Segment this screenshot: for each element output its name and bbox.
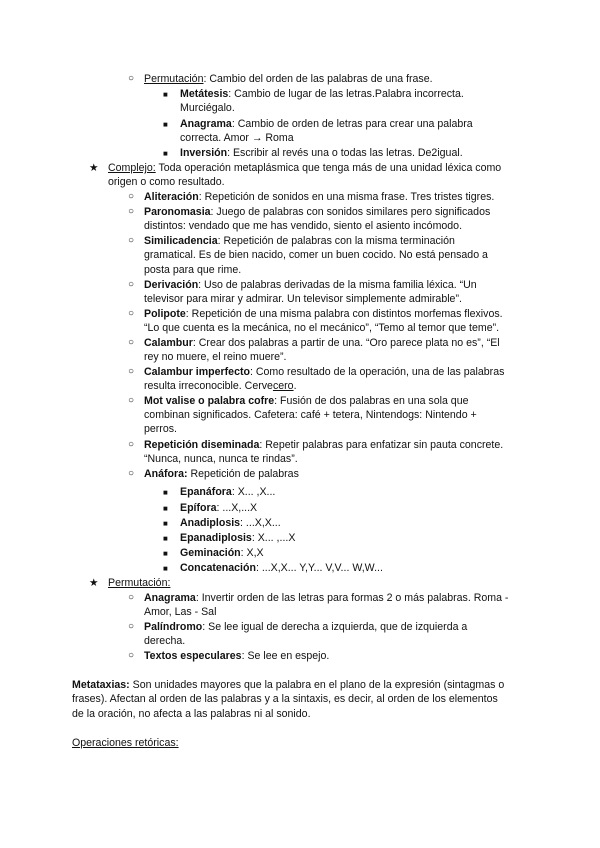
inversion-line xyxy=(180,146,463,161)
palindromo-term: Palíndromo xyxy=(144,621,203,633)
epanadiplosis-text: : X... ,...X xyxy=(251,532,296,544)
square-bullet: ■ xyxy=(163,488,168,497)
similicadencia-text: : Repetición de palabras con la misma terminación xyxy=(217,235,455,247)
complejo-label: Complejo: xyxy=(108,162,156,174)
circle-bullet: ○ xyxy=(128,621,135,632)
calambur-imperfecto-line-1 xyxy=(144,365,504,380)
complejo-line-1 xyxy=(108,161,501,176)
square-bullet: ■ xyxy=(163,120,168,129)
circle-bullet: ○ xyxy=(128,337,135,348)
concatenacion-term: Concatenación xyxy=(180,562,256,574)
concatenacion-line xyxy=(180,561,383,576)
anafora-line xyxy=(144,467,299,482)
permutacion2-line xyxy=(108,576,170,591)
metataxias-term: Metataxias: xyxy=(72,679,130,691)
calambur-term: Calambur xyxy=(144,337,193,349)
metatesis-text: : Cambio de lugar de las letras.Palabra incorrecta. xyxy=(228,88,464,100)
anagrama2-text: : Invertir orden de las letras para formas 2 o más palabras. Roma - xyxy=(195,592,509,604)
palindromo-text: : Se lee igual de derecha a izquierda, que de izquierda a xyxy=(202,621,468,633)
repeticion-diseminada-text: : Repetir palabras para enfatizar sin pauta concrete. xyxy=(259,439,504,451)
metataxias-line-1 xyxy=(72,678,504,693)
circle-bullet: ○ xyxy=(128,366,135,377)
textos-especulares-term: Textos especulares xyxy=(144,650,242,662)
mot-valise-term: Mot valise o palabra cofre xyxy=(144,395,275,407)
inversion-text: : Escribir al revés una o todas las letras. De2igual. xyxy=(227,147,463,159)
derivacion-line-2: televisor para mirar y admirar. Un televisor simplemente admirable”. xyxy=(144,293,462,305)
metatesis-term: Metátesis xyxy=(180,88,229,100)
calambur-imperfecto-text: : Como resultado de la operación, una de las palabras xyxy=(249,366,505,378)
epanadiplosis-line xyxy=(180,531,295,546)
epanafora-text: : X... ,X... xyxy=(231,486,276,498)
derivacion-text: : Uso de palabras derivadas de la misma familia léxica. “Un xyxy=(198,279,477,291)
complejo-text: Toda operación metaplásmica que tenga más de una unidad léxica como xyxy=(155,162,502,174)
square-bullet: ■ xyxy=(163,149,168,158)
metataxias-line-3: de la oración, no afecta a las palabras ni al sonido. xyxy=(72,708,311,720)
anafora-term: Anáfora: xyxy=(144,468,188,480)
anagrama2-line-2: Amor, Las - Sal xyxy=(144,606,217,618)
calambur-text: : Crear dos palabras a partir de una. “Oro parece plata no es”, “El xyxy=(192,337,500,349)
polipote-line-2: “Lo que cuenta es la mecánica, no el mecánico”, “Temo al temor que teme”. xyxy=(144,322,500,334)
similicadencia-term: Similicadencia xyxy=(144,235,218,247)
square-bullet: ■ xyxy=(163,534,168,543)
anagrama2-line-1 xyxy=(144,591,508,606)
calambur-line-1 xyxy=(144,336,500,351)
mot-valise-text: : Fusión de dos palabras en una sola que xyxy=(274,395,469,407)
anagrama-term: Anagrama xyxy=(180,118,232,130)
paronomasia-text: : Juego de palabras con sonidos similares pero significados xyxy=(210,206,491,218)
concatenacion-text: : ...X,X... Y,Y... V,V... W,W... xyxy=(255,562,383,574)
circle-bullet: ○ xyxy=(128,468,135,479)
anadiplosis-text: : ...X,X... xyxy=(240,517,281,529)
epanadiplosis-term: Epanadiplosis xyxy=(180,532,252,544)
calambur-imperfecto-text-2c: . xyxy=(293,380,297,392)
permutacion-line xyxy=(144,72,433,87)
circle-bullet: ○ xyxy=(128,592,135,603)
circle-bullet: ○ xyxy=(128,650,135,661)
star-bullet: ★ xyxy=(89,577,99,589)
epanafora-line xyxy=(180,485,275,500)
metataxias-line-2: frases). Afectan al orden de las palabras y a la sintaxis, es decir, al orden de los elementos xyxy=(72,693,498,705)
repeticion-diseminada-line-2: “Nunca, nunca, nunca te rindas”. xyxy=(144,453,298,465)
epifora-term: Epífora xyxy=(180,502,217,514)
textos-especulares-line xyxy=(144,649,329,664)
anagrama-line-1 xyxy=(180,117,473,132)
calambur-line-2: rey no muere, el reino muere”. xyxy=(144,351,287,363)
derivacion-line-1 xyxy=(144,278,477,293)
similicadencia-line-2: gramatical. Es de bien nacido, comer un buen cocido. No está pensado a xyxy=(144,249,488,261)
star-bullet: ★ xyxy=(89,162,99,174)
anafora-text: Repetición de palabras xyxy=(187,468,299,480)
palindromo-line-2: derecha. xyxy=(144,635,186,647)
anagrama-line-2: correcta. Amor → Roma xyxy=(180,132,294,144)
paronomasia-line-2: distintos: vendado que me has vendido, siento el asiento incómodo. xyxy=(144,220,463,232)
palindromo-line-1 xyxy=(144,620,467,635)
aliteracion-line xyxy=(144,190,494,205)
square-bullet: ■ xyxy=(163,90,168,99)
complejo-line-2: origen o como resultado. xyxy=(108,176,225,188)
paronomasia-line-1 xyxy=(144,205,490,220)
repeticion-diseminada-line-1 xyxy=(144,438,503,453)
metatesis-line-2: Murciégalo. xyxy=(180,102,235,114)
metatesis-line-1 xyxy=(180,87,464,102)
square-bullet: ■ xyxy=(163,549,168,558)
calambur-imperfecto-line-2 xyxy=(144,379,297,394)
epifora-line xyxy=(180,501,257,516)
epifora-text: : ...X,...X xyxy=(216,502,258,514)
permutacion2-label: Permutación: xyxy=(108,577,171,589)
anagrama-text: : Cambio de orden de letras para crear una palabra xyxy=(231,118,473,130)
polipote-line-1 xyxy=(144,307,503,322)
anadiplosis-line xyxy=(180,516,281,531)
circle-bullet: ○ xyxy=(128,395,135,406)
square-bullet: ■ xyxy=(163,504,168,513)
circle-bullet: ○ xyxy=(128,235,135,246)
mot-valise-line-2: combinan significados. Cafetera: café + tetera, Nintendogs: Nintendo + xyxy=(144,409,477,421)
textos-especulares-text: : Se lee en espejo. xyxy=(241,650,330,662)
mot-valise-line-3: perros. xyxy=(144,423,177,435)
anagrama2-term: Anagrama xyxy=(144,592,196,604)
similicadencia-line-3: posta para que rime. xyxy=(144,264,242,276)
circle-bullet: ○ xyxy=(128,73,135,84)
derivacion-term: Derivación xyxy=(144,279,199,291)
circle-bullet: ○ xyxy=(128,439,135,450)
circle-bullet: ○ xyxy=(128,191,135,202)
similicadencia-line-1 xyxy=(144,234,455,249)
calambur-imperfecto-text-2a: resulta irreconocible. Cerve xyxy=(144,380,273,392)
geminacion-term: Geminación xyxy=(180,547,241,559)
geminacion-line xyxy=(180,546,264,561)
permutacion-desc: : Cambio del orden de las palabras de una frase. xyxy=(203,73,433,85)
repeticion-diseminada-term: Repetición diseminada xyxy=(144,439,260,451)
square-bullet: ■ xyxy=(163,564,168,573)
epanafora-term: Epanáfora xyxy=(180,486,232,498)
permutacion-label: Permutación xyxy=(144,73,204,85)
operaciones-retoricas-heading: Operaciones retóricas: xyxy=(72,737,179,749)
circle-bullet: ○ xyxy=(128,206,135,217)
calambur-imperfecto-term: Calambur imperfecto xyxy=(144,366,250,378)
aliteracion-term: Aliteración xyxy=(144,191,199,203)
geminacion-text: : X,X xyxy=(240,547,264,559)
square-bullet: ■ xyxy=(163,519,168,528)
paronomasia-term: Paronomasia xyxy=(144,206,211,218)
polipote-text: : Repetición de una misma palabra con distintos morfemas flexivos. xyxy=(185,308,503,320)
calambur-imperfecto-underlined: cero xyxy=(272,380,294,392)
inversion-term: Inversión xyxy=(180,147,228,159)
anadiplosis-term: Anadiplosis xyxy=(180,517,241,529)
circle-bullet: ○ xyxy=(128,308,135,319)
metataxias-text: Son unidades mayores que la palabra en el plano de la expresión (sintagmas o xyxy=(129,679,505,691)
polipote-term: Polipote xyxy=(144,308,186,320)
mot-valise-line-1 xyxy=(144,394,468,409)
circle-bullet: ○ xyxy=(128,279,135,290)
aliteracion-text: : Repetición de sonidos en una misma frase. Tres tristes tigres. xyxy=(198,191,495,203)
